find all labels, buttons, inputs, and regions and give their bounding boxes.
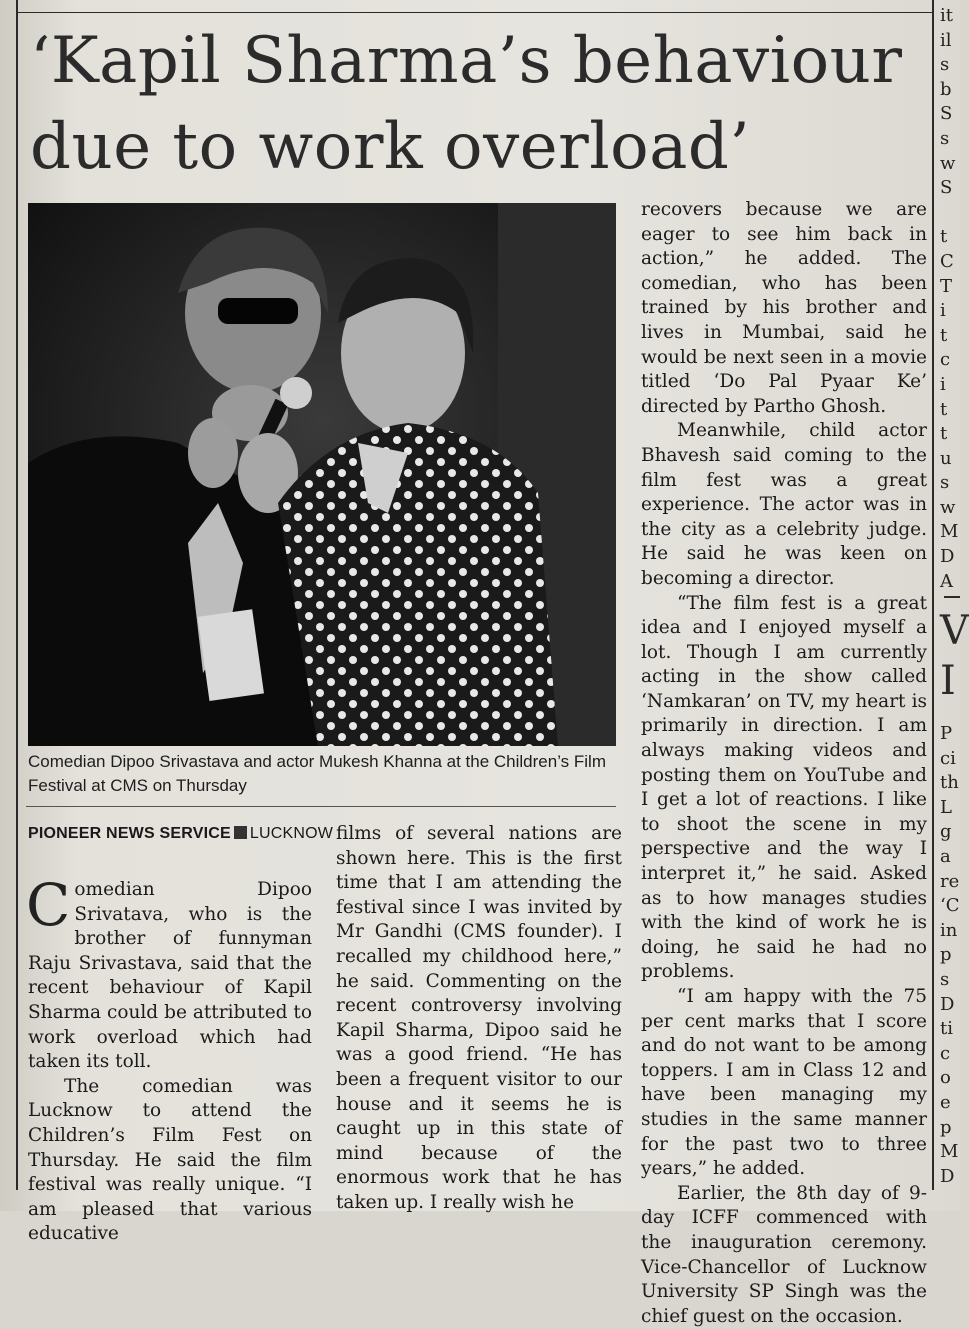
column-2-paragraph-1: films of several nations are shown here. This is the first time that I am attending the festival since I was invited by Mr Gandhi (CMS founder). I recalled my childhood here,” he said. Commenting on the recent controversy involving Kapil Sharma, Dipoo said he was a good friend. “He has been a frequent visitor to our house and it seems he is caught up in this state of mind because of the enormous work that he has taken up. I really wish he	[336, 823, 622, 1213]
column-3-paragraph-4: “I am happy with the 75 per cent marks that I score and do not want to be among toppers. I am in Class 12 and have been managing my studies in the same manner for the past two to three years,” he added.	[641, 986, 927, 1180]
column-3-paragraph-2: Meanwhile, child actor Bhavesh said coming to the film fest was a great experience. The actor was in the city as a celebrity judge. He said he was keen on becoming a director.	[641, 420, 927, 589]
fragment: s	[940, 472, 950, 494]
fragment: o	[940, 1067, 951, 1089]
article-column-1	[26, 871, 312, 1247]
left-border-rule	[16, 0, 18, 1190]
fragment: u	[940, 447, 952, 469]
fragment: p	[940, 1116, 952, 1138]
fragment: S	[940, 177, 953, 199]
byline	[28, 825, 334, 843]
photo-illustration	[28, 203, 616, 746]
fragment: re	[940, 870, 960, 892]
separator-square-icon	[234, 826, 247, 839]
fragment: in	[940, 919, 958, 941]
fragment: c	[940, 1042, 951, 1064]
column-3-paragraph-3: “The film fest is a great idea and I enjoyed myself a lot. Though I am currently acting in the show called ‘Namkaran’ on TV, my heart is primarily in direction. I am always making videos and posting them on YouTube and I get a lot of reactions. I like to shoot the scene in my perspective and the way I interpret it,” he said. Asked as to how manages studies with the kind of work he is doing, he said he had no problems.	[641, 592, 927, 983]
adjacent-column-bottom	[940, 722, 960, 1192]
fragment: it	[940, 5, 953, 26]
adjacent-headline-fragment: V I	[940, 608, 969, 704]
caption-rule	[26, 806, 616, 807]
fragment: w	[940, 496, 956, 518]
fragment: s	[940, 54, 950, 76]
fragment: c	[940, 349, 951, 371]
byline-city: LUCKNOW	[249, 825, 334, 842]
fragment: t	[940, 226, 948, 248]
fragment: T	[940, 275, 953, 297]
fragment: ti	[940, 1018, 953, 1040]
fragment: a	[940, 845, 951, 867]
right-border-rule	[932, 0, 934, 1190]
fragment: g	[940, 821, 952, 843]
fragment: e	[940, 1091, 951, 1113]
fragment	[940, 201, 960, 226]
column-3-paragraph-5: Earlier, the 8th day of 9-day ICFF commenced with the inauguration ceremony. Vice-Chancellor of Lucknow University SP Singh was the chief guest on the occasion.	[641, 1182, 927, 1327]
column-3-paragraph-1: recovers because we are eager to see him back in action,” he added. The comedian, who has been trained by his brother and lives in Mumbai, said he would be next seen in a movie titled ‘Do Pal Pyaar Ke’ directed by Partho Ghosh.	[641, 199, 927, 417]
fragment: i	[940, 373, 946, 395]
column-1-paragraph-1: Comedian Dipoo Srivatava, who is the brother of funnyman Raju Srivastava, said that the recent behaviour of Kapil Sharma could be attributed to work overload which had taken its toll.	[26, 871, 312, 1073]
drop-cap: C	[26, 871, 71, 939]
article-column-3	[641, 198, 927, 1329]
fragment: th	[940, 772, 959, 794]
adjacent-section-rule	[944, 596, 960, 598]
fragment: il	[940, 29, 952, 51]
fragment: t	[940, 423, 948, 445]
article-photo	[28, 203, 616, 746]
fragment: M	[940, 521, 959, 543]
fragment: M	[940, 1141, 959, 1163]
fragment: t	[940, 324, 948, 346]
fragment: s	[940, 127, 950, 149]
fragment: P	[940, 723, 953, 744]
fragment: D	[940, 546, 955, 568]
fragment: A	[940, 570, 953, 592]
fragment: i	[940, 300, 946, 322]
fragment: S	[940, 103, 953, 125]
top-rule	[18, 12, 932, 13]
headline-line-2: due to work overload’	[30, 110, 751, 184]
fragment: ci	[940, 747, 956, 769]
fragment: w	[940, 152, 956, 174]
fragment: t	[940, 398, 948, 420]
adjacent-column-top	[940, 4, 960, 594]
fragment: p	[940, 944, 952, 966]
byline-agency: PIONEER NEWS SERVICE	[28, 825, 231, 842]
fragment: ‘C	[940, 895, 960, 917]
photo-caption: Comedian Dipoo Srivastava and actor Mukesh Khanna at the Children’s Film Festival at CMS on Thursday	[28, 752, 606, 795]
fragment: L	[940, 796, 952, 818]
fragment: D	[940, 993, 955, 1015]
fragment: s	[940, 968, 950, 990]
headline	[30, 18, 930, 190]
fragment: C	[940, 250, 954, 272]
article-column-2	[336, 822, 622, 1216]
headline-line-1: ‘Kapil Sharma’s behaviour	[30, 24, 903, 98]
column-1-paragraph-2: The comedian was Lucknow to attend the Children’s Film Fest on Thursday. He said the film festival was really unique. “I am pleased that various educative	[28, 1075, 312, 1245]
fragment: D	[940, 1165, 955, 1187]
fragment: b	[940, 78, 952, 100]
